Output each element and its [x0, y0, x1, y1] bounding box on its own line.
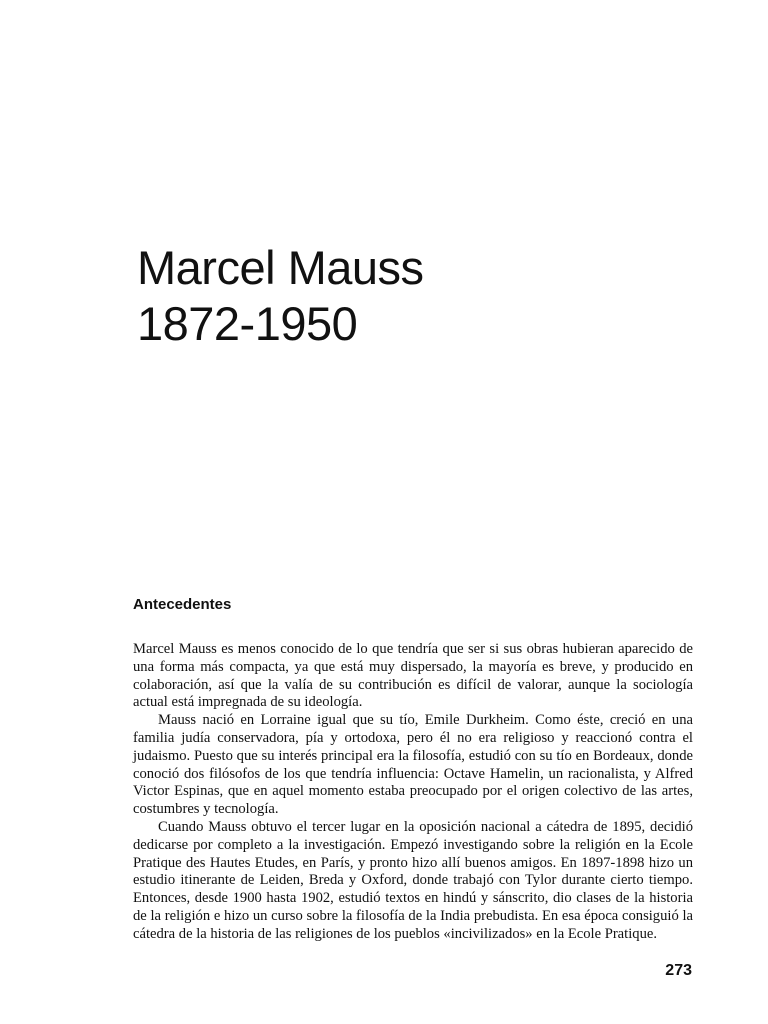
paragraph-2: Mauss nació en Lorraine igual que su tío, Emile Durkheim. Como éste, creció en una familia judía conservadora, pía y ortodoxa, pero él no era religioso y reaccionó contra el judaismo. Puesto que su interés principal era la filosofía, estudió con su tío en Bordeaux, donde conoció dos filósofos de los que tendría influencia: Octave Hamelin, un racionalista, y Alfred Victor Espinas, que en aquel momento estaba preocupado por el origen colectivo de las artes, costumbres y tecnología.: [133, 712, 693, 818]
section-heading: Antecedentes: [133, 596, 232, 613]
page-number: 273: [665, 962, 692, 979]
body-text: [133, 641, 693, 944]
chapter-title-name: Marcel Mauss: [137, 241, 424, 294]
chapter-title-years: 1872-1950: [137, 297, 358, 350]
paragraph-3: Cuando Mauss obtuvo el tercer lugar en la oposición nacional a cátedra de 1895, decidió dedicarse por completo a la investigación. Empezó investigando sobre la religión en la Ecole Pratique des Hautes Etudes, en París, y pronto hizo allí buenos amigos. En 1897-1898 hizo un estudio itinerante de Leiden, Breda y Oxford, donde trabajó con Tylor durante cierto tiempo. Entonces, desde 1900 hasta 1902, estudió textos en hindú y sánscrito, dio clases de la historia de la religión e hizo un curso sobre la filosofía de la India prebudista. En esa época consiguió la cátedra de la historia de las religiones de los pueblos «incivilizados» en la Ecole Pratique.: [133, 818, 693, 942]
chapter-title: [137, 240, 424, 352]
paragraph-1: Marcel Mauss es menos conocido de lo que tendría que ser si sus obras hubieran aparecido de una forma más compacta, ya que está muy dispersado, la mayoría es breve, y producido en colaboración, así que la valía de su contribución es difícil de valorar, aunque la sociología actual está impregnada de su ideología.: [133, 641, 693, 711]
